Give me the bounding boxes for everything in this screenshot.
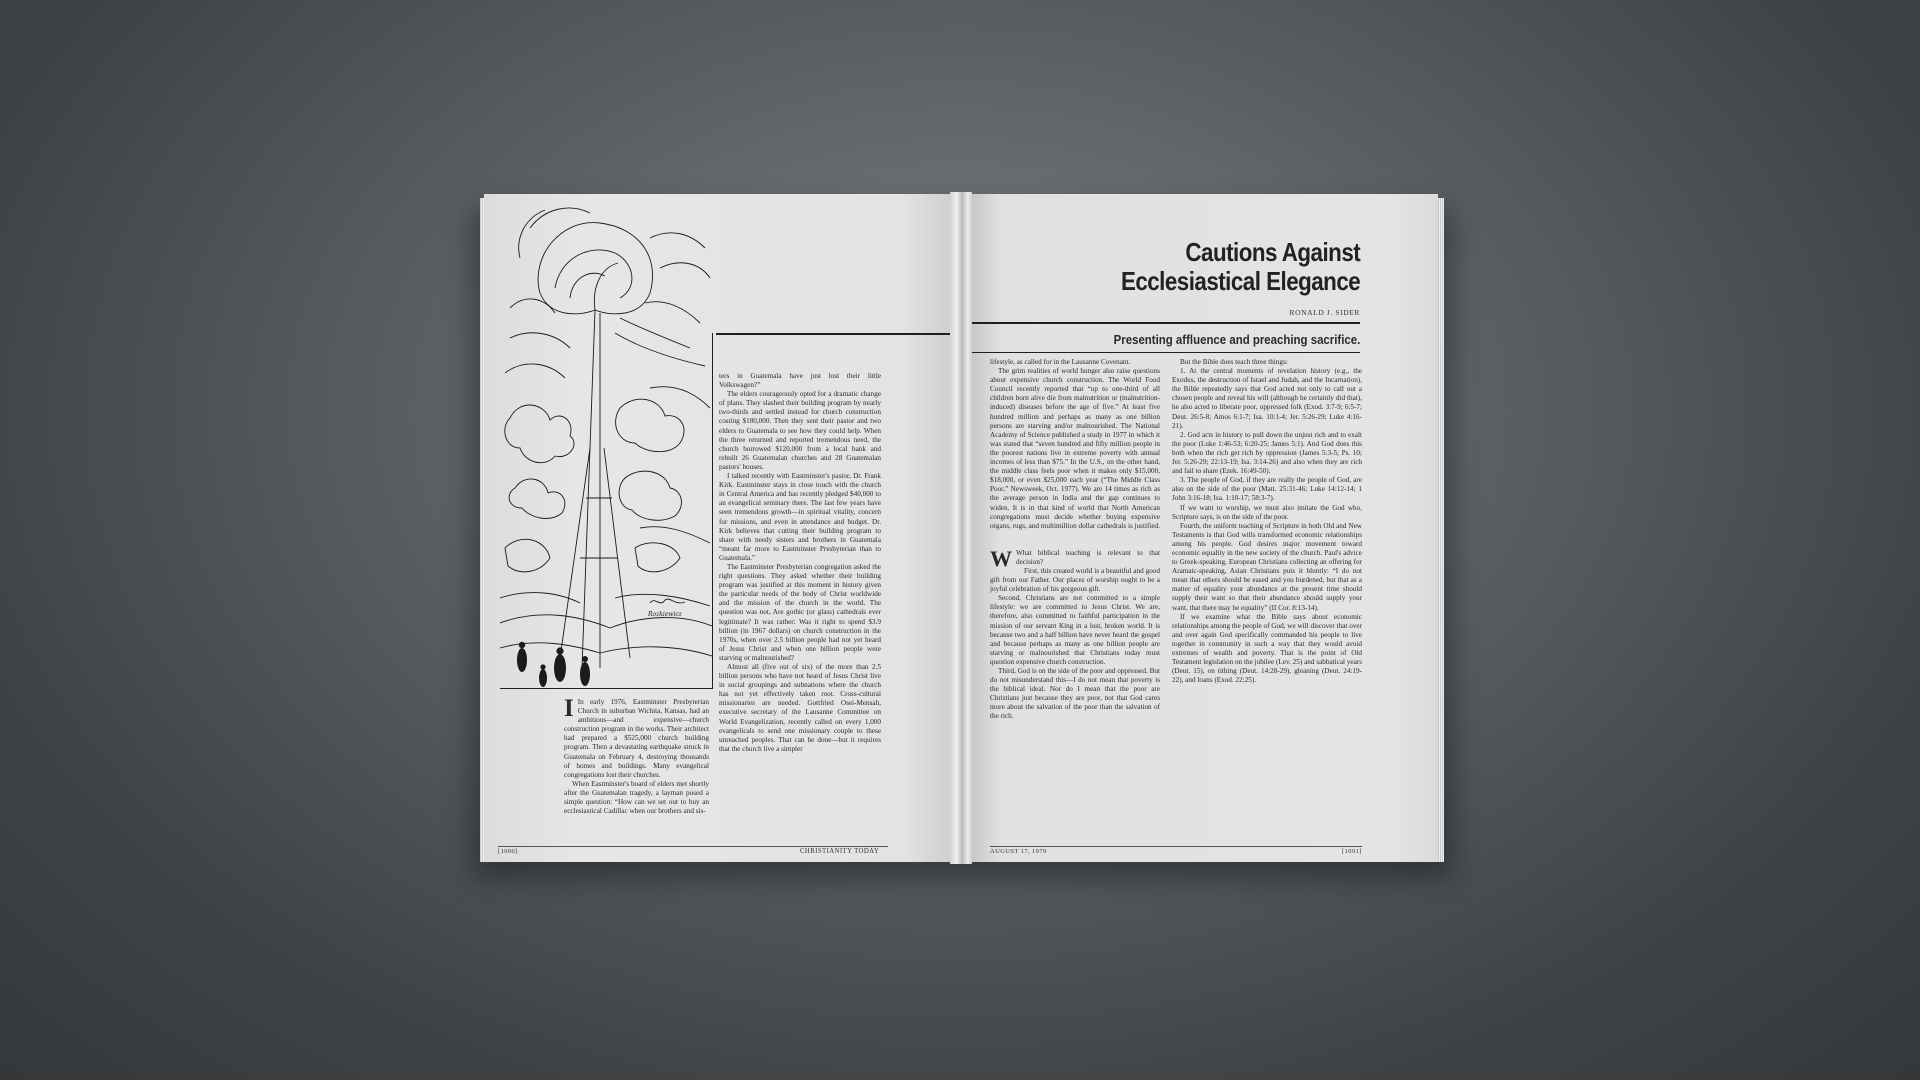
left-vertical-rule	[712, 333, 713, 688]
left-illustration-bottom-rule	[500, 688, 713, 689]
paragraph: Third, God is on the side of the poor and oppressed. But do not misunderstand this—I do not mean that poverty is the biblical ideal. Nor do I mean that the poor are Christians just because they are poor, not that God cares more about the salvation of the poor than the salvation of the rich.	[990, 667, 1160, 721]
paragraph: W What biblical teaching is relevant to that decision?	[990, 545, 1160, 571]
left-footer-rule	[498, 846, 888, 847]
magazine-spread	[480, 194, 1444, 866]
left-folio-magazine-name: CHRISTIANITY TODAY	[800, 848, 880, 855]
right-page-edges	[1438, 198, 1444, 862]
left-column-1	[564, 695, 709, 816]
spine-gutter	[950, 192, 972, 864]
right-subhead-rule	[972, 352, 1360, 353]
headline-line-1: Cautions Against	[1185, 237, 1360, 267]
paragraph: I In early 1976, Eastminster Presbyterian Church in suburban Wichita, Kansas, had an ambitious—and expensive—church construction program in the works. Their architect had prepared a $525,000 church building program. Then a devastating earthquake struck in Guatemala on February 4, destroying thousands of homes and buildings. Many evangelical congregations lost their churches.	[564, 695, 709, 779]
paragraph: If we want to worship, we must also imitate the God who, Scripture says, is on the side of the poor.	[1172, 503, 1362, 521]
paragraph: 3. The people of God, if they are really the people of God, are also on the side of the poor (Matt. 25:31-46; Luke 14:12-14; 1 John 3:16-18; Isa. 1:10-17; 58:3-7).	[1172, 476, 1362, 503]
right-column-1	[990, 358, 1160, 722]
illustration-sketch	[500, 198, 712, 689]
drop-cap: I	[564, 695, 574, 722]
paragraph: Second, Christians are not committed to a simple lifestyle: we are committed to Jesus Christ. We are, therefore, also committed to faithful participation in the mission of our servant King in a lost, broken world. It is because two and a half billion have never heard the gospel and because perhaps as many as one billion people are starving or malnourished that Christians today must question expensive church construction.	[990, 594, 1160, 666]
subheadline: Presenting affluence and preaching sacrifice.	[1113, 332, 1360, 347]
right-column-2	[1172, 358, 1362, 685]
paragraph: The grim realities of world hunger also raise questions about expensive church construction. The World Food Council recently reported that “up to one-third of all children born alive die from malnutrition or (malnutrition-induced) diseases before the age of five.” At least five hundred million and perhaps as many as one billion persons are starving and/or malnourished. The National Academy of Science published a study in 1977 in which it was stated that “seven hundred and fifty million people in the poorest nations live in extreme poverty with annual incomes of less than $75.” In the U.S., on the other hand, the middle class feels poor when it makes only $15,000, $18,000, or even $25,000 each year (“The Middle Class Poor,” Newsweek, Oct. 1977). We are 14 times as rich as the average person in India and the gap continues to widen. It is in that kind of world that North American congregations must decide whether buying expensive organs, rugs, and multimillion dollar cathedrals is justified.	[990, 367, 1160, 530]
drop-cap: W	[990, 545, 1012, 571]
right-footer-rule	[990, 846, 1362, 847]
paragraph: I talked recently with Eastminster's pastor, Dr. Frank Kirk. Eastminster stays in close touch with the church in Central America and has recently pledged $40,000 to an evangelical seminary there. The last few years have seen tremendous growth—in spiritual vitality, concern for missions, and even in attendance and budget. Dr. Kirk believes that cutting their building program to share with needy sisters and brothers in Guatemala “meant far more to Eastminster Presbyterian than to Guatemala.”	[719, 472, 881, 562]
right-folio-page-number: [1091]	[1342, 848, 1362, 855]
right-page	[972, 194, 1438, 862]
right-folio-date: AUGUST 17, 1979	[990, 848, 1047, 855]
paragraph: The Eastminster Presbyterian congregation asked the right questions. They asked whether their building program was justified at this moment in history given the particular needs of the body of Christ worldwide and the mission of the church in the world. The question was not, Are gothic (or glass) cathedrals ever legitimate? It was rather: Was it right to spend $3.9 billion (in 1967 dollars) on church construction in the 1970s, when over 2.5 billion people had not yet heard of Jesus Christ and when one billion people were starving or malnourished?	[719, 562, 881, 662]
paragraph: When Eastminster's board of elders met shortly after the Guatemalan tragedy, a layman posed a simple question: “How can we set out to buy an ecclesiastical Cadillac when our brothers and sis-	[564, 779, 709, 816]
paragraph: If we examine what the Bible says about economic relationships among the people of God, we will discover that over and over again God specifically commanded his people to live together in community in such a way that they would avoid extremes of wealth and poverty. That is the point of Old Testament legislation on the jubilee (Lev. 25) and sabbatical years (Deut. 15), on tithing (Deut. 14:28-29), gleaning (Deut. 24:19-22), and loans (Exod. 22:25).	[1172, 612, 1362, 685]
paragraph: 1. At the central moments of revelation history (e.g., the Exodus, the destruction of Israel and Judah, and the Incarnation), the Bible repeatedly says that God acted not only to call out a chosen people and reveal his will (although he certainly did that), he also acted to liberate poor, oppressed folk (Exod. 3:7-9; 6:5-7; Deut. 26:5-8; Amos 6:1-7; Isa. 10:1-4; Jer. 5:26-29; Luke 4:16-21).	[1172, 367, 1362, 430]
paragraph: lifestyle, as called for in the Lausanne Covenant.	[990, 358, 1131, 366]
paragraph: The elders courageously opted for a dramatic change of plans. They slashed their building program by nearly two-thirds and settled instead for church construction costing $180,000. Then they sent their pastor and two elders to Guatemala to see how they could help. When the three returned and reported tremendous need, the church borrowed $120,000 from a local bank and rebuilt 26 Guatemalan churches and 28 Guatemalan pastors' houses.	[719, 390, 881, 471]
illustration-signature: Rozkiewicz	[648, 611, 682, 618]
left-column-2	[719, 372, 881, 754]
left-top-rule	[716, 333, 950, 335]
paragraph: 2. God acts in history to pull down the unjust rich and to exalt the poor (Luke 1:46-53; 6:20-25; James 5:1). And God does this both when the rich get rich by oppression (James 5:3-5; Ps. 10; Jer. 5:26-29; 22:13-19; Isa. 3:14-26) and also when they are rich and fail to share (Ezek. 16:49-50).	[1172, 430, 1362, 476]
paragraph: First, this created world is a beautiful and good gift from our Father. Our places of worship ought to be a joyful celebration of his gorgeous gift.	[990, 566, 1160, 594]
left-folio-page-number: [1090]	[498, 848, 518, 855]
paragraph: Fourth, the uniform teaching of Scripture in both Old and New Testaments is that God wills transformed economic relationships among his people. God desires major movement toward economic equality in the new society of the church. Paul's advice to Greek-speaking, European Christians collecting an offering for Aramaic-speaking, Asian Christians puts it bluntly: “I do not mean that others should be eased and you burdened, but that as a matter of equality your abundance at the present time should supply their want so that their abundance should supply your want, that there may be equality” (II Cor. 8:13-14).	[1172, 521, 1362, 612]
right-top-rule	[972, 322, 1360, 324]
paragraph: ters in Guatemala have just lost their little Volkswagen?”	[719, 372, 881, 390]
byline: RONALD J. SIDER	[1289, 308, 1360, 317]
left-page	[484, 194, 951, 862]
headline-line-2: Ecclesiastical Elegance	[1120, 266, 1360, 296]
paragraph: But the Bible does teach three things:	[1180, 358, 1288, 366]
article-headline	[1121, 238, 1360, 296]
paragraph: Almost all (five out of six) of the more than 2.5 billion persons who have not heard of Jesus Christ live in social groupings and subnations where the church has not yet effectively taken root. Cross-cultural missionaries are needed. Gottfried Osei-Mensah, executive secretary of the Lausanne Committee on World Evangelization, recently called on every 1,000 evangelicals to send one missionary couple to these unreached peoples. That can be done—but it requires that the church live a simpler	[719, 663, 881, 753]
